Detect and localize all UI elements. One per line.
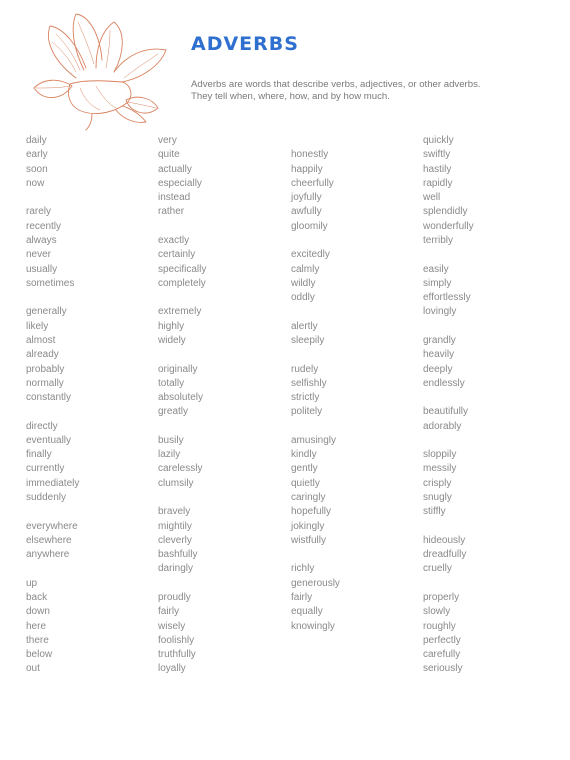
adverb-word: usually — [26, 263, 58, 275]
adverb-word: early — [26, 149, 48, 161]
adverb-word: well — [423, 192, 441, 204]
adverb-word: elsewhere — [26, 534, 72, 546]
adverb-word: highly — [158, 320, 185, 332]
adverb-word: messily — [423, 463, 457, 475]
adverb-word: out — [26, 663, 40, 675]
adverb-word: foolishly — [158, 634, 195, 646]
adverb-word: totally — [158, 377, 185, 389]
adverb-word: hideously — [423, 534, 466, 546]
adverb-word: cheerfully — [291, 177, 334, 189]
adverb-word: equally — [291, 606, 323, 618]
adverb-word: immediately — [26, 477, 80, 489]
spacer — [291, 305, 411, 319]
adverb-word: greatly — [158, 406, 189, 418]
spacer — [423, 248, 543, 262]
adverb-word: there — [26, 634, 49, 646]
adverb-word: rudely — [291, 363, 319, 375]
adverb-word: proudly — [158, 592, 191, 603]
adverb-word: finally — [26, 449, 52, 461]
adverb-word: widely — [158, 334, 186, 346]
adverb-word: rapidly — [423, 177, 453, 189]
adverb-word: politely — [291, 406, 323, 418]
spacer — [291, 420, 411, 434]
spacer — [26, 405, 146, 419]
adverb-word: probably — [26, 363, 65, 375]
adverb-word: especially — [158, 177, 202, 189]
adverb-word: wisely — [158, 620, 186, 632]
magnolia-flower-illustration — [26, 8, 174, 132]
adverb-word: daily — [26, 135, 47, 146]
adverb-word: gloomily — [291, 220, 328, 232]
adverb-word: exactly — [158, 234, 190, 246]
spacer — [158, 491, 278, 505]
adverb-word: quietly — [291, 477, 320, 489]
adverb-word: wistfully — [291, 534, 327, 546]
spacer — [423, 434, 543, 448]
adverb-word: roughly — [423, 620, 456, 632]
adverb-word: everywhere — [26, 520, 78, 532]
adverb-word: excitedly — [291, 249, 330, 261]
adverb-word: recently — [26, 220, 62, 232]
adverb-word: suddenly — [26, 492, 67, 504]
adverb-word: caringly — [291, 492, 326, 504]
adverb-word: constantly — [26, 392, 72, 404]
adverb-word: originally — [158, 363, 198, 375]
adverb-word: selfishly — [291, 377, 327, 389]
adverb-word: wonderfully — [423, 220, 474, 232]
adverb-word: sleepily — [291, 334, 325, 346]
adverb-word: stiffly — [423, 506, 446, 518]
adverb-word: carefully — [423, 649, 461, 661]
adverb-word: sometimes — [26, 277, 75, 289]
adverb-word: already — [26, 349, 59, 361]
adverb-word: endlessly — [423, 377, 465, 389]
adverb-word: adorably — [423, 420, 462, 432]
adverb-word: effortlessly — [423, 292, 471, 304]
adverb-word: gently — [291, 463, 318, 475]
adverb-word: seriously — [423, 663, 463, 675]
adverb-word: bashfully — [158, 549, 198, 561]
adverb-word: always — [26, 234, 57, 246]
adverb-word: bravely — [158, 506, 191, 518]
adverb-word: certainly — [158, 249, 196, 261]
adverb-word: truthfully — [158, 649, 196, 661]
spacer — [423, 320, 543, 334]
adverb-word: lazily — [158, 449, 181, 461]
adverb-word: swiftly — [423, 149, 451, 161]
adverb-word: daringly — [158, 563, 194, 575]
adverb-word: fairly — [158, 606, 180, 618]
description-line-2: They tell when, where, how, and by how much. — [191, 91, 390, 102]
adverb-word: simply — [423, 277, 452, 289]
adverb-word: currently — [26, 463, 65, 475]
adverb-word: beautifully — [423, 406, 469, 418]
adverb-word: eventually — [26, 434, 72, 446]
page-title: ADVERBS — [191, 33, 299, 55]
adverb-word: crisply — [423, 477, 452, 489]
description — [191, 79, 521, 103]
adverb-word: heavily — [423, 349, 455, 361]
adverb-word: carelessly — [158, 463, 203, 475]
spacer — [26, 562, 146, 576]
spacer — [26, 291, 146, 305]
adverb-word: down — [26, 606, 50, 618]
adverb-word: perfectly — [423, 634, 461, 646]
word-column-2 — [158, 134, 278, 677]
adverb-word: snugly — [423, 492, 452, 504]
adverb-word: below — [26, 649, 53, 661]
spacer — [291, 548, 411, 562]
adverb-word: splendidly — [423, 206, 468, 218]
adverb-word: hastily — [423, 163, 452, 175]
adverb-word: never — [26, 249, 52, 261]
word-column-4 — [423, 134, 543, 677]
adverb-word: busily — [158, 434, 184, 446]
adverb-word: now — [26, 177, 45, 189]
adverb-word: up — [26, 577, 38, 589]
adverb-word: richly — [291, 563, 315, 575]
spacer — [26, 191, 146, 205]
adverb-word: quite — [158, 149, 180, 161]
spacer — [158, 348, 278, 362]
adverb-word: quickly — [423, 135, 454, 146]
adverb-word: grandly — [423, 334, 456, 346]
adverb-word: specifically — [158, 263, 207, 275]
spacer — [423, 391, 543, 405]
adverb-word: here — [26, 620, 47, 632]
adverb-word: almost — [26, 334, 56, 346]
spacer — [291, 234, 411, 248]
adverb-word: anywhere — [26, 549, 70, 561]
adverb-word: alertly — [291, 320, 318, 332]
adverb-word: fairly — [291, 592, 313, 603]
adverb-word: rarely — [26, 206, 52, 218]
word-column-1 — [26, 134, 146, 677]
adverb-word: generally — [26, 306, 67, 318]
adverb-word: lovingly — [423, 306, 457, 318]
adverb-word: rather — [158, 206, 185, 218]
adverb-word: properly — [423, 592, 460, 603]
adverb-word: happily — [291, 163, 323, 175]
adverb-word: loyally — [158, 663, 186, 675]
adverb-word: hopefully — [291, 506, 332, 518]
adverb-word: wildly — [291, 277, 316, 289]
adverb-word: normally — [26, 377, 64, 389]
adverb-word: calmly — [291, 263, 320, 275]
adverb-word: awfully — [291, 206, 322, 218]
adverb-word: directly — [26, 420, 58, 432]
adverb-word: cleverly — [158, 534, 192, 546]
spacer — [26, 505, 146, 519]
adverb-word: knowingly — [291, 620, 335, 632]
spacer — [158, 220, 278, 234]
spacer — [158, 291, 278, 305]
adverb-word: very — [158, 135, 177, 146]
adverb-word: mightily — [158, 520, 192, 532]
adverb-word: terribly — [423, 234, 454, 246]
spacer — [291, 348, 411, 362]
spacer — [158, 577, 278, 591]
adverb-word: jokingly — [291, 520, 325, 532]
word-column-3 — [291, 134, 411, 634]
adverb-word: amusingly — [291, 434, 337, 446]
adverb-word: strictly — [291, 392, 320, 404]
adverb-word: actually — [158, 163, 192, 175]
adverb-word: joyfully — [291, 192, 322, 204]
adverb-word: cruelly — [423, 563, 452, 575]
adverb-word: generously — [291, 577, 340, 589]
adverb-word: likely — [26, 320, 49, 332]
adverb-word: instead — [158, 192, 191, 204]
adverb-word: completely — [158, 277, 206, 289]
adverb-word: oddly — [291, 292, 315, 304]
adverb-word: absolutely — [158, 392, 204, 404]
spacer — [291, 134, 411, 148]
adverb-word: dreadfully — [423, 549, 467, 561]
adverb-word: easily — [423, 263, 449, 275]
spacer — [423, 520, 543, 534]
description-line-1: Adverbs are words that describe verbs, adjectives, or other adverbs. — [191, 79, 481, 90]
adverb-word: back — [26, 592, 48, 603]
adverb-word: deeply — [423, 363, 453, 375]
spacer — [158, 420, 278, 434]
adverb-word: honestly — [291, 149, 329, 161]
adverb-word: soon — [26, 163, 48, 175]
spacer — [423, 577, 543, 591]
adverb-word: slowly — [423, 606, 451, 618]
adverb-word: kindly — [291, 449, 317, 461]
adverb-word: extremely — [158, 306, 202, 318]
adverb-word: clumsily — [158, 477, 194, 489]
adverb-word: sloppily — [423, 449, 457, 461]
